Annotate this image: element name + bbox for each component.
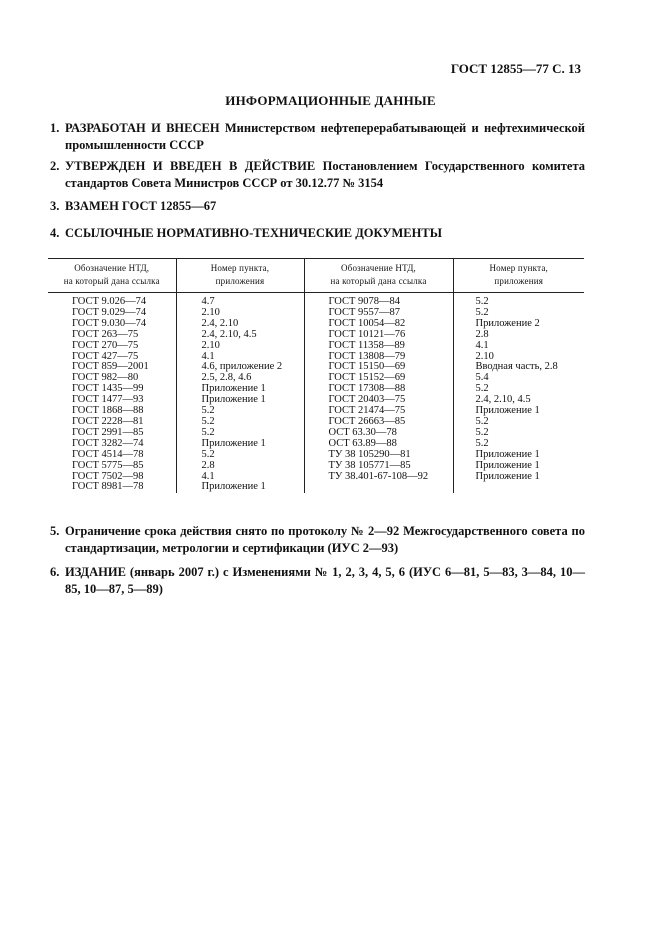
table-row <box>48 450 584 461</box>
ref-point-cell: 4.6, приложение 2 <box>176 362 304 373</box>
item-text <box>65 158 585 192</box>
ref-point-cell: 2.10 <box>453 352 584 363</box>
ref-point-cell: 2.10 <box>176 308 304 319</box>
ref-point-cell: Приложение 1 <box>453 406 584 417</box>
ref-doc-cell: ГОСТ 1435—99 <box>72 383 144 395</box>
table-header-row <box>48 259 584 293</box>
ref-point-cell: Вводная часть, 2.8 <box>453 362 584 373</box>
item-detail: Постановлением Государственного комитета стандартов Совета Министров СССР от 30.12.77 № 3154 <box>65 159 586 190</box>
section-title: ИНФОРМАЦИОННЫЕ ДАННЫЕ <box>225 93 436 108</box>
ref-point-cell: 5.2 <box>176 406 304 417</box>
ref-point-cell: Приложение 1 <box>453 472 584 483</box>
item-text <box>65 225 585 242</box>
ref-point-cell: 4.1 <box>176 352 304 363</box>
item-lead: ВЗАМЕН ГОСТ 12855—67 <box>65 199 217 213</box>
table-body <box>48 293 584 494</box>
ref-point-cell: 5.2 <box>453 439 584 450</box>
ref-point-cell: 2.8 <box>453 330 584 341</box>
ref-doc-cell: ГОСТ 1868—88 <box>72 405 144 417</box>
ref-point-cell: 5.2 <box>453 308 584 319</box>
ref-doc-cell: ГОСТ 9.026—74 <box>72 296 147 307</box>
ref-point-cell: 4.1 <box>453 341 584 352</box>
ref-point-cell: 5.2 <box>453 293 584 308</box>
item-lead: ССЫЛОЧНЫЕ НОРМАТИВНО-ТЕХНИЧЕСКИЕ ДОКУМЕНТЫ <box>65 226 442 240</box>
ref-point-cell: 2.8 <box>176 461 304 472</box>
ref-point-cell: 2.4, 2.10, 4.5 <box>176 330 304 341</box>
column-header-doc: Обозначение НТД, на который дана ссылка <box>48 259 176 293</box>
ref-point-cell: 5.2 <box>176 450 304 461</box>
ref-point-cell: Приложение 1 <box>176 395 304 406</box>
ref-point-cell: 5.2 <box>176 428 304 439</box>
ref-doc-cell: ГОСТ 2228—81 <box>72 415 144 427</box>
ref-doc-cell: ГОСТ 21474—75 <box>304 406 453 417</box>
ref-doc-cell: ГОСТ 263—75 <box>72 328 139 340</box>
ref-doc-cell: ГОСТ 11358—89 <box>304 341 453 352</box>
item-detail: Ограничение срока действия снято по протоколу № 2—92 Межгосударственного совета по стандартизации, метрологии и сертификации (ИУС 2—93) <box>65 524 585 555</box>
ref-doc-cell <box>304 482 453 493</box>
ref-point-cell: 4.1 <box>176 472 304 483</box>
ref-doc-cell: ГОСТ 1477—93 <box>72 394 144 406</box>
ref-doc-cell: ГОСТ 15152—69 <box>304 373 453 384</box>
info-item-2 <box>50 158 585 192</box>
ref-doc-cell: ГОСТ 10121—76 <box>304 330 453 341</box>
ref-point-cell: Приложение 1 <box>176 384 304 395</box>
ref-point-cell: Приложение 1 <box>453 450 584 461</box>
item-lead: РАЗРАБОТАН И ВНЕСЕН <box>65 121 220 135</box>
table-row <box>48 461 584 472</box>
item-detail: Министерством нефтеперерабатывающей и нефтехимической промышленности СССР <box>65 121 585 152</box>
item-text <box>65 523 585 557</box>
ref-point-cell: 5.4 <box>453 373 584 384</box>
table-row <box>48 482 584 493</box>
info-item-1 <box>50 120 585 154</box>
item-number: 2. <box>50 159 60 173</box>
info-item-3 <box>50 198 585 215</box>
ref-point-cell: 4.7 <box>176 293 304 308</box>
ref-point-cell: 2.4, 2.10, 4.5 <box>453 395 584 406</box>
item-text <box>65 120 585 154</box>
ref-point-cell: 5.2 <box>176 417 304 428</box>
item-number: 6. <box>50 565 60 579</box>
column-header-point: Номер пункта, приложения <box>453 259 584 293</box>
ref-doc-cell: ГОСТ 13808—79 <box>304 352 453 363</box>
item-lead: ИЗДАНИЕ (январь 2007 г.) <box>65 565 220 579</box>
ref-doc-cell: ГОСТ 2991—85 <box>72 426 144 438</box>
ref-doc-cell: ГОСТ 9.030—74 <box>72 317 147 329</box>
ref-doc-cell: ГОСТ 17308—88 <box>304 384 453 395</box>
ref-point-cell: 5.2 <box>453 417 584 428</box>
column-header-doc: Обозначение НТД, на который дана ссылка <box>304 259 453 293</box>
info-item-5 <box>50 523 585 557</box>
item-lead: УТВЕРЖДЕН И ВВЕДЕН В ДЕЙСТВИЕ <box>65 159 316 173</box>
ref-doc-cell: ГОСТ 9.029—74 <box>72 306 147 318</box>
ref-doc-cell: ОСТ 63.89—88 <box>304 439 453 450</box>
ref-point-cell: 2.5, 2.8, 4.6 <box>176 373 304 384</box>
ref-doc-cell: ГОСТ 5775—85 <box>72 459 144 471</box>
ref-doc-cell: ГОСТ 4514—78 <box>72 448 144 460</box>
ref-doc-cell: ГОСТ 3282—74 <box>72 437 144 449</box>
ref-doc-cell: ГОСТ 859—2001 <box>72 361 149 373</box>
ref-doc-cell: ОСТ 63.30—78 <box>304 428 453 439</box>
ref-doc-cell: ГОСТ 20403—75 <box>304 395 453 406</box>
ref-doc-cell: ГОСТ 9078—84 <box>304 293 453 308</box>
ref-doc-cell: ГОСТ 8981—78 <box>72 481 144 493</box>
ref-point-cell: Приложение 1 <box>453 461 584 472</box>
page-header: ГОСТ 12855—77 С. 13 <box>450 61 581 76</box>
table-row <box>48 341 584 352</box>
ref-doc-cell: ГОСТ 982—80 <box>72 372 139 384</box>
info-item-4 <box>50 225 585 242</box>
ref-point-cell <box>453 482 584 493</box>
ref-point-cell: Приложение 1 <box>176 482 304 493</box>
table-row <box>48 293 584 308</box>
item-text <box>65 564 585 598</box>
ref-point-cell: 2.4, 2.10 <box>176 319 304 330</box>
ref-doc-cell: ГОСТ 9557—87 <box>304 308 453 319</box>
ref-doc-cell: ГОСТ 270—75 <box>72 339 139 351</box>
item-number: 4. <box>50 226 60 240</box>
item-number: 5. <box>50 524 60 538</box>
ref-point-cell: 5.2 <box>453 384 584 395</box>
item-detail: с Изменениями № 1, 2, 3, 4, 5, 6 (ИУС 6—81, 5—83, 3—84, 10—85, 10—87, 5—89) <box>65 565 586 596</box>
ref-doc-cell: ТУ 38 105771—85 <box>304 461 453 472</box>
references-table <box>48 258 584 493</box>
ref-point-cell: 2.10 <box>176 341 304 352</box>
ref-doc-cell: ГОСТ 26663—85 <box>304 417 453 428</box>
info-item-6 <box>50 564 585 598</box>
ref-doc-cell: ТУ 38.401-67-108—92 <box>304 472 453 483</box>
ref-point-cell: 5.2 <box>453 428 584 439</box>
item-number: 3. <box>50 199 60 213</box>
ref-point-cell: Приложение 1 <box>176 439 304 450</box>
ref-doc-cell: ТУ 38 105290—81 <box>304 450 453 461</box>
ref-doc-cell: ГОСТ 10054—82 <box>304 319 453 330</box>
ref-doc-cell: ГОСТ 15150—69 <box>304 362 453 373</box>
ref-doc-cell: ГОСТ 7502—98 <box>72 470 144 482</box>
ref-point-cell: Приложение 2 <box>453 319 584 330</box>
item-text <box>65 198 585 215</box>
ref-doc-cell: ГОСТ 427—75 <box>72 350 139 362</box>
item-number: 1. <box>50 121 60 135</box>
column-header-point: Номер пункта, приложения <box>176 259 304 293</box>
table-row <box>48 330 584 341</box>
